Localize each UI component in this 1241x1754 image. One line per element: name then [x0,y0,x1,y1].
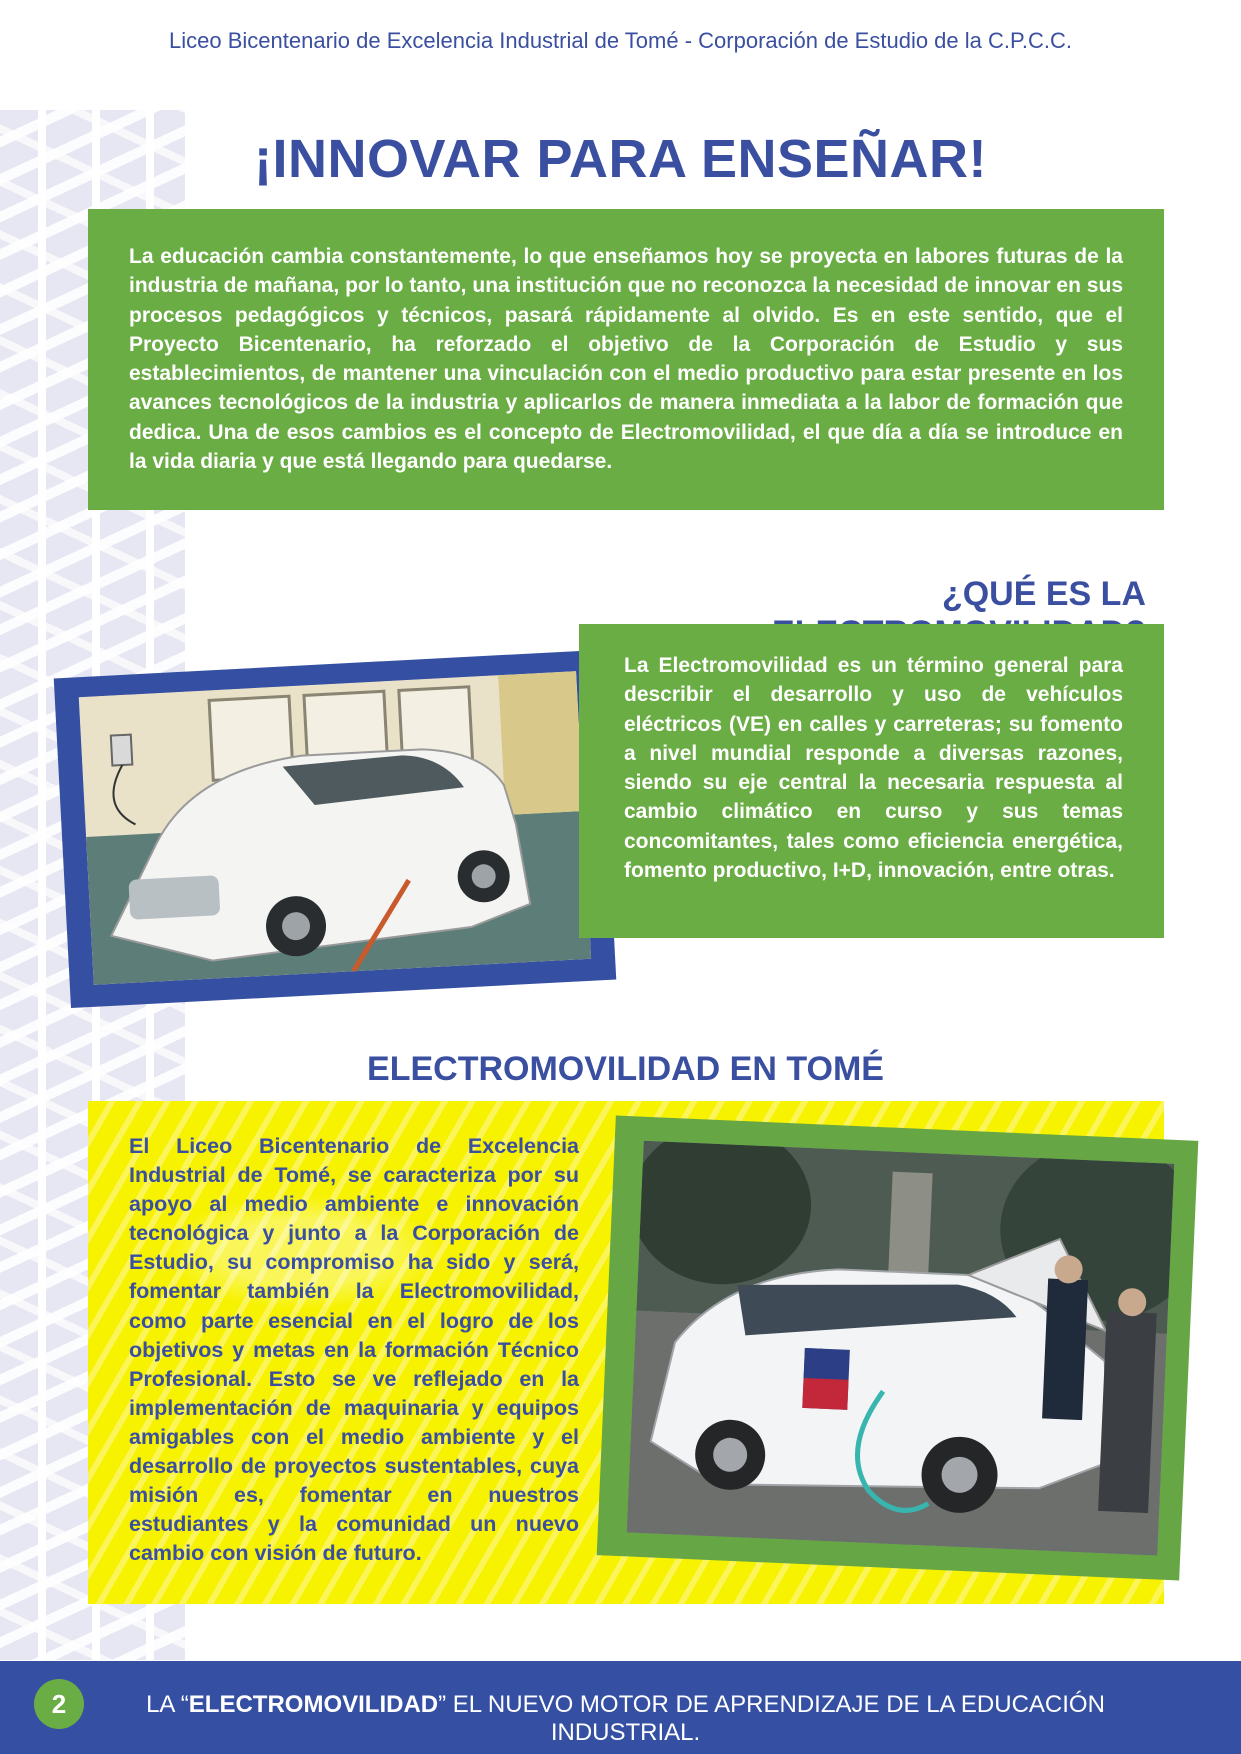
photo-frame-workshop [54,650,617,1008]
definition-box [579,624,1164,938]
tome-text: El Liceo Bicentenario de Excelencia Industrial de Tomé, se caracteriza por su apoyo al medio ambiente e innovación tecnológica y junto a la Corporación de Estudio, su compromiso ha sido y será, fomentar también la Electromovilidad, como parte esencial en el logro de los objetivos y metas en la formación Técnico Profesional. Esto se ve reflejado en la implementación de maquinaria y equipos amigables con el medio ambiente y el desarrollo de proyectos sustentables, cuya misión es, fomentar en nuestros estudiantes y la comunidad un nuevo cambio con visión de futuro. [129,1134,579,1566]
charging-car-photo [627,1141,1175,1556]
footer-text-bold: ELECTROMOVILIDAD [188,1691,439,1718]
definition-heading: ¿QUÉ ES LA [941,575,1146,613]
tire-groove [38,110,46,1660]
page-number-badge: 2 [34,1679,84,1729]
footer-slogan [110,1691,1141,1747]
definition-text: La Electromovilidad es un término general para describir el desarrollo y uso de vehículos eléctricos (VE) en calles y carreteras; su fomento a nivel mundial responde a diversas razones, siendo su eje central la necesaria respuesta al cambio climático en curso y sus temas concomitantes, tales como eficiencia energética, fomento productivo, I+D, innovación, entre otras. [624,654,1123,883]
page-footer [0,1661,1241,1754]
page-title: ¡INNOVAR PARA ENSEÑAR! [253,129,987,189]
workshop-car-photo [79,671,591,985]
tome-text-block [129,1132,579,1568]
footer-text-before: LA “ [146,1691,189,1718]
page-header: Liceo Bicentenario de Excelencia Industrial de Tomé - Corporación de Estudio de la C.P.C.C. [169,28,1072,53]
intro-text: La educación cambia constantemente, lo que enseñamos hoy se proyecta en labores futuras de la industria de mañana, por lo tanto, una institución que no reconozca la necesidad de innovar en sus procesos pedagógicos y técnicos, pasará rápidamente al olvido. Es en este sentido, que el Proyecto Bicentenario, ha reforzado el objetivo de la Corporación de Estudio y sus establecimientos, de mantener una vinculación con el medio productivo para estar presente en los avances tecnológicos de la industria y aplicarlos de manera inmediata a la labor de formación que dedica. Una de esos cambios es el concepto de Electromovilidad, el que día a día se introduce en la vida diaria y que está llegando para quedarse. [129,245,1123,474]
intro-box [88,209,1164,510]
footer-text-after: ” EL NUEVO MOTOR DE APRENDIZAJE DE LA EDUCACIÓN INDUSTRIAL. [438,1691,1105,1746]
photo-frame-charging [597,1115,1199,1580]
tome-heading: ELECTROMOVILIDAD EN TOMÉ [367,1050,884,1088]
